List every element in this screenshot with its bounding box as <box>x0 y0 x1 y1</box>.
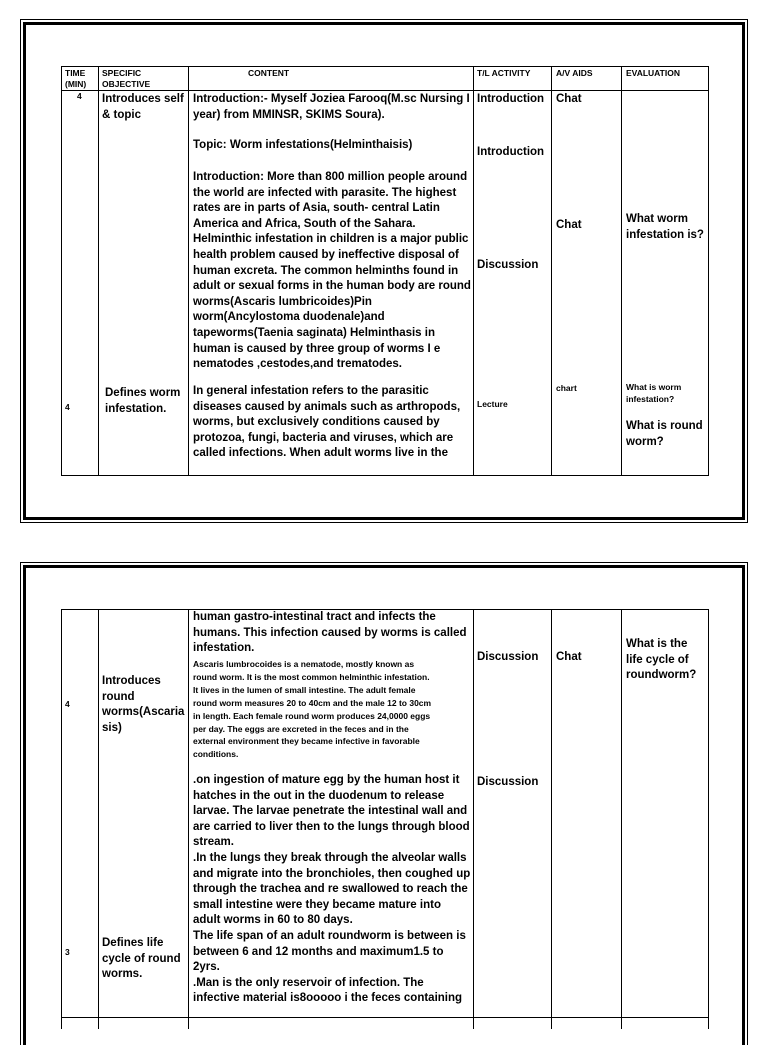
row1-objective: Introduces self & topic <box>102 93 184 121</box>
row2-evaluation-small: What is worm infestation? <box>626 382 682 404</box>
row2-evaluation: What is round worm? <box>626 420 703 448</box>
p2-row1-time: 4 <box>65 699 70 709</box>
p2-row1-activity: Discussion <box>477 651 539 663</box>
p2-row1-evaluation: What is the life cycle of roundworm? <box>626 638 697 682</box>
row2-activity: Lecture <box>477 399 508 409</box>
header-content: CONTENT <box>248 68 290 78</box>
header-activity: T/L ACTIVITY <box>477 68 531 78</box>
p2-row2-content: .on ingestion of mature egg by the human host it hatches in the out in the duodenum to release larvae. The larvae penetrate the intestinal wall and are carried to liver then to the lungs through blood stream. .In the lungs they break through the alveolar walls and migrate into the bronchioles, then coughed up through the trachea and re swallowed to reach the small intestine were they became mature into adult worms in 60 to 80 days. The life span of an adult roundworm is between is between 6 and 12 months and maximum1.5 to 2yrs. .Man is the only reservoir of infection. The infective material is8ooooo i the feces containing <box>193 774 471 1005</box>
row1-aid-2: Chat <box>556 219 582 231</box>
row1-content: Introduction:- Myself Joziea Farooq(M.sc Nursing I year) from MMINSR, SKIMS Soura). <box>193 93 470 121</box>
row1-aid-1: Chat <box>556 93 582 105</box>
document-page-1 <box>23 22 745 520</box>
row1-evaluation: What worm infestation is? <box>626 213 704 241</box>
row1-topic: Topic: Worm infestations(Helminthaisis) <box>193 139 413 151</box>
row2-objective: Defines worm infestation. <box>105 387 181 415</box>
document-page-2 <box>23 565 745 1045</box>
p2-row1-objective: Introduces round worms(Ascaria sis) <box>102 675 185 734</box>
header-time: TIME (MIN) <box>65 68 87 89</box>
row2-aid: chart <box>556 383 577 393</box>
p2-row1-aid: Chat <box>556 651 582 663</box>
row1-activity-1: Introduction <box>477 93 545 105</box>
p2-row2-objective: Defines life cycle of round worms. <box>102 937 181 981</box>
header-aids: A/V AIDS <box>556 68 593 78</box>
row1-time: 4 <box>77 91 82 101</box>
header-evaluation: EVALUATION <box>626 68 680 78</box>
p2-row1-content: human gastro-intestinal tract and infects the humans. This infection caused by worms is called infestation. <box>193 611 467 655</box>
p2-row2-time: 3 <box>65 947 70 957</box>
row1-intro: Introduction: More than 800 million people around the world are infected with parasite. The highest rates are in parts of Asia, south- central Latin America and Africa, South of the Sahara. Helminthic infestation in children is a major public health problem caused by ineffective disposal of human excreta. The common helminths found in adult or sexual forms in the human body are round worms(Ascaris lumbricoides)Pin worm(Ancylostoma duodenale)and tapeworms(Taenia saginata) Helminthasis in human is caused by three group of worms I e nematodes ,cestodes,and trematodes. <box>193 171 471 371</box>
p2-row1-content-small: Ascaris lumbrocoides is a nematode, mostly known as round worm. It is the most common helminthic infestation. It lives in the lumen of small intestine. The adult female round worm measures 20 to 40cm and the male 12 to 30cm in length. Each female round worm produces 24,0000 eggs per day. The eggs are excreted in the feces and in the external environment they became infective in favorable conditions. <box>193 659 432 760</box>
row2-time: 4 <box>65 402 70 412</box>
row1-activity-2: Introduction <box>477 146 545 158</box>
row1-activity-3: Discussion <box>477 259 539 271</box>
row2-content: In general infestation refers to the parasitic diseases caused by animals such as arthropods, worms, but exclusively conditions caused by protozoa, fungi, bacteria and viruses, which are called infections. When adult worms live in the <box>193 385 461 460</box>
p2-row2-activity: Discussion <box>477 776 539 788</box>
header-objective: SPECIFIC OBJECTIVE <box>102 68 151 89</box>
